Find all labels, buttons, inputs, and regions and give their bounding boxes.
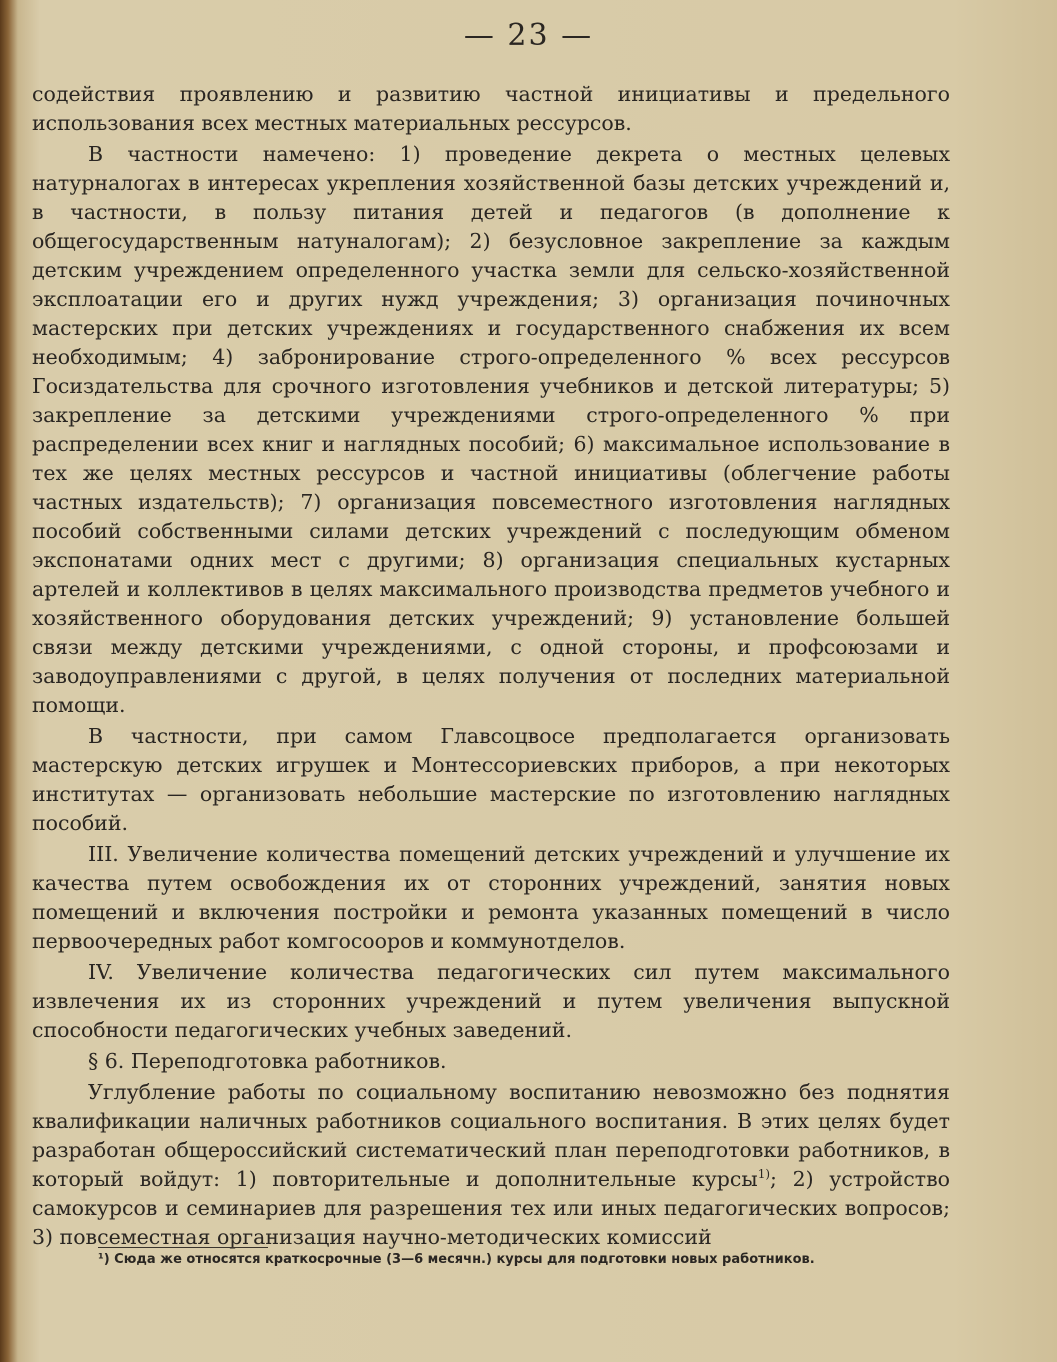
paragraph-section-iv: IV. Увеличение количества педагогических сил путем максимального извлечения их из сторонних учреждений и путем увеличения выпускной способности педагогических учебных заведений. [32,960,950,1042]
section-heading-6: § 6. Переподготовка работников. [88,1049,447,1073]
paragraph-intro: содействия проявлению и развитию частной инициативы и предельного использования всех местных материальных рессурсов. [32,82,950,135]
footnote-divider [98,1247,268,1248]
paragraph-plan-list: В частности намечено: 1) проведение декрета о местных целевых натурналогах в интересах укрепления хозяйственной базы детских учреждений и, в частности, в пользу питания детей и педагогов (в дополнение к общегосударственным натуналогам); 2) безусловное закрепление за каждым детским учреждением определенного участка земли для сельско-хозяйственной эксплоатации его и других нужд учреждения; 3) организация починочных мастерских при детских учреждениях и государственного снабжения их всем необходимым; 4) забронирование строго-определенного % всех рессурсов Госиздательства для срочного изготовления учебников и детской литературы; 5) закрепление за детскими учреждениями строго-определенного % при распределении всех книг и наглядных пособий; 6) максимальное использование в тех же целях местных рессурсов и частной инициативы (облегчение работы частных издательств); 7) организация повсеместного изготовления наглядных пособий собственными силами детских учреждений с последующим обменом экспонатами одних мест с другими; 8) организация специальных кустарных артелей и коллективов в целях максимального производства предметов учебного и хозяйственного оборудования детских учреждений; 9) установление большей связи между детскими учреждениями, с одной стороны, и профсоюзами и заводоуправлениями с другой, в целях получения от последних материальной помощи. [32,142,950,717]
page-body [32,80,950,1254]
paragraph-retraining [32,1078,950,1252]
retraining-text: Углубление работы по социальному воспитанию невозможно без поднятия квалификации наличных работников социального воспитания. В этих целях будет разработан общероссийский систематический план переподготовки работников, в который войдут: 1) повторительные и дополнительные курсы [32,1080,950,1191]
page-number: — 23 — [463,18,594,53]
paragraph-workshops: В частности, при самом Главсоцвосе предполагается организовать мастерскую детских игрушек и Монтессориевских приборов, а при некоторых институтах — организовать небольшие мастерские по изготовлению наглядных пособий. [32,724,950,835]
retraining-text-tail: ; 2) устройство самокурсов и семинариев для разрешения тех или иных педагогических вопросов; 3) повсеместная организация научно-методических комиссий [32,1167,950,1249]
footnote-reference: 1) [757,1167,771,1182]
paragraph-section-iii: III. Увеличение количества помещений детских учреждений и улучшение их качества путем освобождения их от сторонних учреждений, занятия новых помещений и включения постройки и ремонта указанных помещений в число первоочередных работ комгосооров и коммунотделов. [32,842,950,953]
footnote: ¹) Сюда же относятся краткосрочные (3—6 месячн.) курсы для подготовки новых работников. [98,1252,815,1267]
